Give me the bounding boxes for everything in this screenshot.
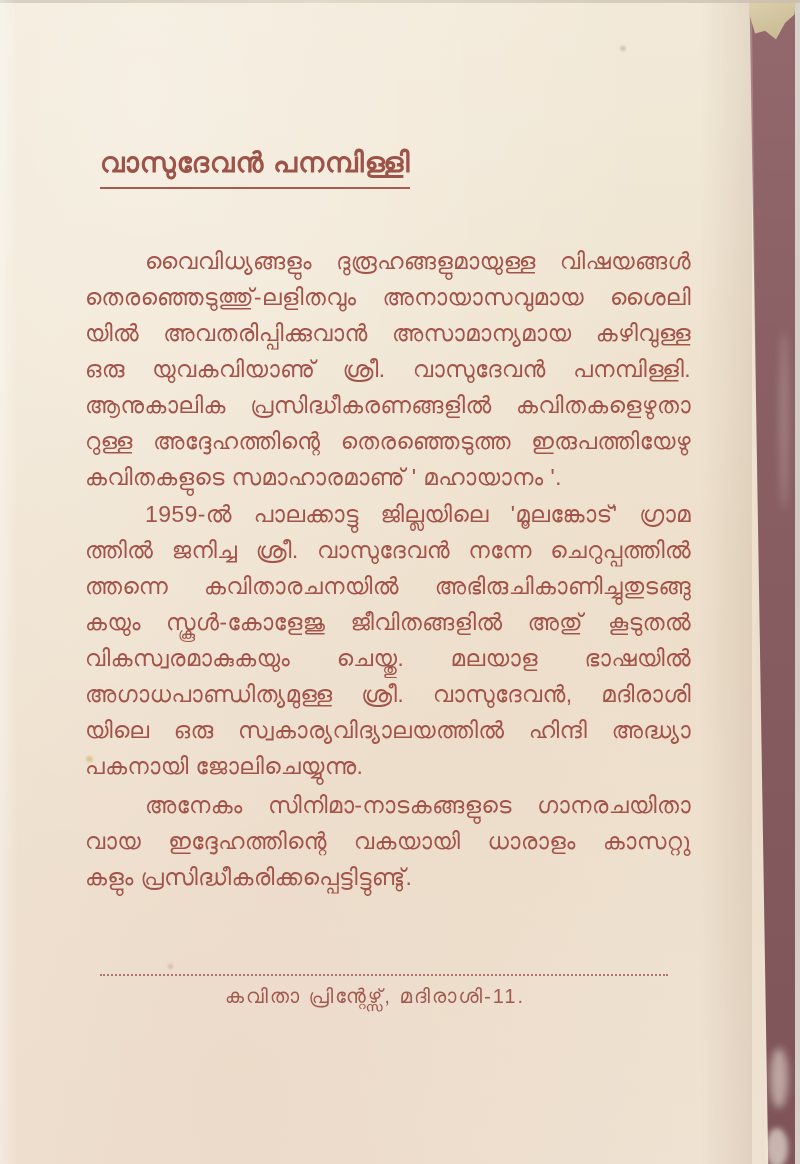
- text-line: അനേകം സിനിമാ-നാടകങ്ങളുടെ ഗാനരചയിതാ: [145, 792, 691, 818]
- text-line: കയും സ്കൂൾ-കോളേജു ജീവിതങ്ങളിൽ അതു് കൂടുതൽ: [85, 609, 691, 635]
- page-edge-shadow: [700, 0, 752, 1164]
- text-line: യിലെ ഒരു സ്വകാര്യവിദ്യാലയത്തിൽ ഹിന്ദി അദ്ധ്യാ: [85, 717, 691, 743]
- text-line: വികസ്വരമാകുകയും ചെയ്തു. മലയാള ഭാഷയിൽ: [85, 645, 691, 671]
- paragraph-2: [85, 496, 691, 784]
- page-title: വാസുദേവൻ പനമ്പിള്ളി: [100, 146, 410, 189]
- text-line: പകനായി ജോലിചെയ്യുന്നു.: [85, 753, 364, 779]
- text-line: വൈവിധ്യങ്ങളും ദുരൂഹങ്ങളുമായുള്ള വിഷയങ്ങൾ: [145, 248, 691, 274]
- text-line: കവിതകളുടെ സമാഹാരമാണു് ' മഹായാനം '.: [85, 464, 562, 490]
- scan-left-edge: [0, 0, 18, 1164]
- text-line: ഒരു യുവകവിയാണു് ശ്രീ. വാസുദേവൻ പനമ്പിള്ളി.: [85, 356, 691, 382]
- scan-top-edge: [0, 0, 800, 3]
- text-line: ത്തന്നെ കവിതാരചനയിൽ അഭിരുചികാണിച്ചുതുടങ്ങു: [85, 573, 691, 599]
- scan-right-edge: [795, 0, 800, 1164]
- cover-scuff-mark: [766, 1128, 788, 1164]
- text-line: തെരഞ്ഞെടുത്തു്-ലളിതവും അനായാസവുമായ ശൈലി: [85, 284, 691, 310]
- text-line: അഗാധപാണ്ഡിത്യമുള്ള ശ്രീ. വാസുദേവൻ, മദിരാശി: [85, 681, 691, 707]
- paper-speck: [168, 964, 173, 969]
- paragraph-3: [85, 787, 691, 895]
- footer-dotted-rule: [100, 974, 668, 976]
- paragraph-1: [85, 243, 691, 495]
- printer-imprint: കവിതാ പ്രിന്റേഴ്സ്, മദിരാശി-11.: [224, 986, 526, 1008]
- text-line: ആനുകാലിക പ്രസിദ്ധീകരണങ്ങളിൽ കവിതകളെഴുതാ: [85, 392, 691, 418]
- text-line: വായ ഇദ്ദേഹത്തിന്റെ വകയായി ധാരാളം കാസറ്റു: [85, 828, 691, 854]
- cover-scuff-mark: [779, 330, 789, 510]
- paper-speck: [620, 46, 626, 51]
- text-line: കളും പ്രസിദ്ധീകരിക്കപ്പെട്ടിട്ടുണ്ടു്.: [85, 864, 413, 890]
- text-line: 1959-ൽ പാലക്കാട്ടു ജില്ലയിലെ 'മൂലങ്കോട്' ഗ്രാമ: [145, 501, 691, 527]
- text-line: റുള്ള അദ്ദേഹത്തിന്റെ തെരഞ്ഞെടുത്ത ഇരുപത്തിയേഴു: [85, 428, 691, 454]
- text-line: ത്തിൽ ജനിച്ച ശ്രീ. വാസുദേവൻ നന്നേ ചെറുപ്പത്തിൽ: [85, 537, 691, 563]
- cover-scuff-mark: [770, 1048, 788, 1108]
- text-line: യിൽ അവതരിപ്പിക്കുവാൻ അസാമാന്യമായ കഴിവുള്ള: [85, 320, 691, 346]
